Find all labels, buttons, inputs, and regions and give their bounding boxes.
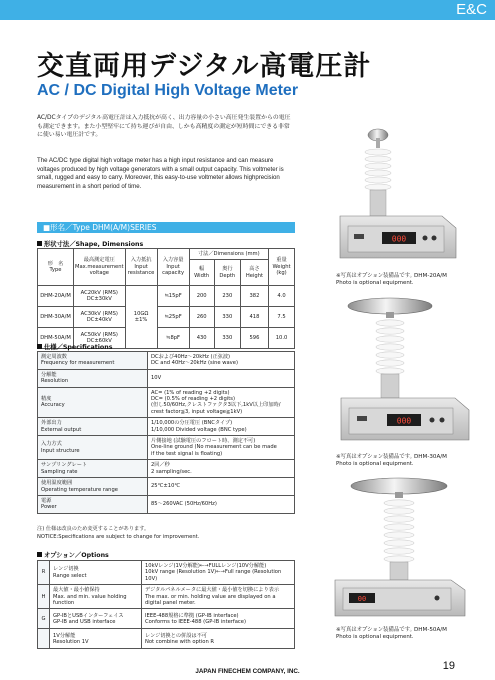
spec-label: 精度 Accuracy: [38, 387, 148, 418]
cell-type: DHM-30A/M: [38, 307, 74, 328]
options-heading: [37, 550, 109, 559]
square-bullet-icon: [37, 344, 42, 349]
options-table: [37, 560, 295, 649]
spec-value: DCおよび40Hz～20kHz (正弦波) DC and 40Hz～20kHz (sine wave): [148, 352, 295, 370]
photo-model: DHM-50A/M: [414, 627, 448, 633]
col-weight: 重量 Weight (kg): [269, 249, 295, 286]
option-code: [38, 629, 50, 649]
option-value: 10kVレンジ(1V分解能)←→FULLレンジ(10V分解能) 10kV range (Resolution 1V)←→Full range (Resolution 10V): [142, 561, 295, 585]
table-row: [38, 286, 295, 307]
table-row: [38, 436, 295, 460]
table-row: [38, 352, 295, 370]
option-value: デジタルパネルメータに最大値・最小値を切換により表示 The max. or min. holding value are displayed on a digital panel meter.: [142, 585, 295, 609]
col-width: 幅 Width: [189, 260, 214, 286]
spec-label: 入力方式 Input structure: [38, 436, 148, 460]
spec-value: AC= (1% of reading +2 digits) DC= (0.5% of reading +2 digits) (但し50/60Hz,クレストファクタ3以下,1kV以上印加時/ crest factor≦3, input voltage≧1kV): [148, 387, 295, 418]
cell-height: 382: [240, 286, 268, 307]
col-dimensions-group: 寸法／Dimensions (mm): [189, 249, 268, 260]
dimensions-heading: [37, 239, 143, 248]
cell-capacity: ≒8pF: [157, 328, 189, 349]
spec-value: 片側接地 (試験電圧のフロート時、測定不可) One-line ground (No measurement can be made if the test signal is floating): [148, 436, 295, 460]
page-title-jp: 交直両用デジタル高電圧計: [37, 51, 372, 82]
dimensions-table: [37, 248, 295, 349]
display-reading: 00: [357, 595, 367, 603]
cell-height: 418: [240, 307, 268, 328]
photo-model: DHM-30A/M: [414, 454, 448, 460]
cell-voltage: AC30kV (RMS) DC±40kV: [74, 307, 126, 328]
cell-type: DHM-50A/M: [38, 328, 74, 349]
square-bullet-icon: [37, 241, 42, 246]
table-row: [38, 418, 295, 436]
table-row: [38, 478, 295, 496]
table-row: [38, 307, 295, 328]
cell-width: 430: [189, 328, 214, 349]
option-value: レンジ切換との併設は不可 Not combine with option R: [142, 629, 295, 649]
spec-label: サンプリングレート Sampling rate: [38, 460, 148, 478]
cell-capacity: ≒25pF: [157, 307, 189, 328]
spec-label: 測定周波数 Frequency for measurement: [38, 352, 148, 370]
option-label: 最大値・最小値保持 Max. and min. value holding function: [50, 585, 142, 609]
product-photo-dhm-30: [335, 290, 475, 450]
display-reading: 000: [396, 416, 412, 426]
photo-caption: ※写真はオプション装備品です。 Photo is optional equipment.: [336, 627, 416, 640]
photo-caption: ※写真はオプション装備品です。 Photo is optional equipment.: [336, 273, 416, 286]
header-band: [0, 0, 495, 20]
col-depth: 奥行 Depth: [214, 260, 240, 286]
col-max-voltage: 最高測定電圧 Max.measurement voltage: [74, 249, 126, 286]
spec-value: 85～260VAC (50Hz/60Hz): [148, 495, 295, 513]
spec-value: 25℃±10℃: [148, 478, 295, 496]
table-row: [38, 460, 295, 478]
specifications-heading: [37, 342, 112, 351]
table-row: [38, 629, 295, 649]
cell-weight: 7.5: [269, 307, 295, 328]
spec-label: 分解能 Resolution: [38, 369, 148, 387]
photo-model: DHM-20A/M: [414, 273, 448, 279]
option-code: H: [38, 585, 50, 609]
page-title-en: AC / DC Digital High Voltage Meter: [37, 82, 299, 99]
dimensions-heading-text: 形状寸法／Shape, Dimensions: [44, 241, 144, 248]
option-code: G: [38, 609, 50, 629]
cell-weight: 10.0: [269, 328, 295, 349]
brand-logo: E&C: [456, 1, 487, 18]
table-row: [38, 387, 295, 418]
spec-value: 2回／秒 2 sampling/sec.: [148, 460, 295, 478]
cell-voltage: AC50kV (RMS) DC±60kV: [74, 328, 126, 349]
series-heading: ■形名／Type DHM(A/M)SERIES: [37, 222, 295, 233]
option-label: GP-IBとUSBインターフェイス GP-IB and USB interface: [50, 609, 142, 629]
intro-text-jp: AC/DCタイプのデジタル高電圧計は入力抵抗が高く、出力容量の小さい高圧発生装置からの電圧も測定できます。また小型堅牢にて持ち運びが自由、しかも高精度の測定が短時間にできる非常に使い易い電圧計です。: [37, 115, 291, 139]
col-input-resistance: 入力抵抗 Input resistance: [125, 249, 157, 286]
cell-width: 200: [189, 286, 214, 307]
display-reading: 000: [391, 234, 407, 244]
cell-width: 260: [189, 307, 214, 328]
specifications-table: [37, 351, 295, 514]
table-row: [38, 585, 295, 609]
intro-text-en: The AC/DC type digital high voltage meter has a high input resistance and can measure voltages produced by high voltage generators with a small output capacity. This voltmeter is small, rugged and easy to carry. Moreover, this easy-to-use voltmeter allows highprecision measurement in a short period of time.: [37, 157, 284, 190]
specifications-heading-text: 仕様／Specifications: [44, 344, 113, 351]
note-jp: 注) 仕様は改良のため変更することがあります。: [37, 526, 150, 532]
cell-depth: 330: [214, 328, 240, 349]
spec-value: 10V: [148, 369, 295, 387]
col-height: 高さ Height: [240, 260, 268, 286]
spec-label: 電源 Power: [38, 495, 148, 513]
cell-depth: 230: [214, 286, 240, 307]
product-photo-dhm-20: [330, 118, 470, 270]
col-input-capacity: 入力容量 Input capacity: [157, 249, 189, 286]
option-label: 1V分解能 Resolution 1V: [50, 629, 142, 649]
cell-capacity: ≒15pF: [157, 286, 189, 307]
cell-weight: 4.0: [269, 286, 295, 307]
note-en: NOTICE:Specifications are subject to change for improvement.: [37, 533, 200, 540]
options-heading-text: オプション／Options: [44, 552, 109, 559]
table-row: [38, 609, 295, 629]
table-row: [38, 561, 295, 585]
table-row: [38, 369, 295, 387]
cell-depth: 330: [214, 307, 240, 328]
cell-type: DHM-20A/M: [38, 286, 74, 307]
spec-label: 使用温度範囲 Operating temperature range: [38, 478, 148, 496]
photo-caption: ※写真はオプション装備品です。 Photo is optional equipment.: [336, 454, 416, 467]
spec-notes: [37, 526, 295, 541]
cell-voltage: AC20kV (RMS) DC±30kV: [74, 286, 126, 307]
table-row: [38, 495, 295, 513]
option-code: R: [38, 561, 50, 585]
square-bullet-icon: [37, 552, 42, 557]
option-value: IEEE-488規格に準拠 (GP-IB interface) Conforms to IEEE-488 (GP-IB interface): [142, 609, 295, 629]
footer-company: JAPAN FINECHEM COMPANY, INC.: [195, 668, 300, 675]
cell-resistance: 10GΩ ±1%: [125, 286, 157, 349]
product-photo-dhm-50: [325, 470, 475, 622]
spec-label: 外部出力 External output: [38, 418, 148, 436]
spec-value: 1/10,000の分圧電圧 (BNCタイプ) 1/10,000 Divided voltage (BNC type): [148, 418, 295, 436]
cell-height: 596: [240, 328, 268, 349]
option-label: レンジ切換 Range select: [50, 561, 142, 585]
col-type: 形 名 Type: [38, 249, 74, 286]
page-number: 19: [442, 660, 455, 672]
